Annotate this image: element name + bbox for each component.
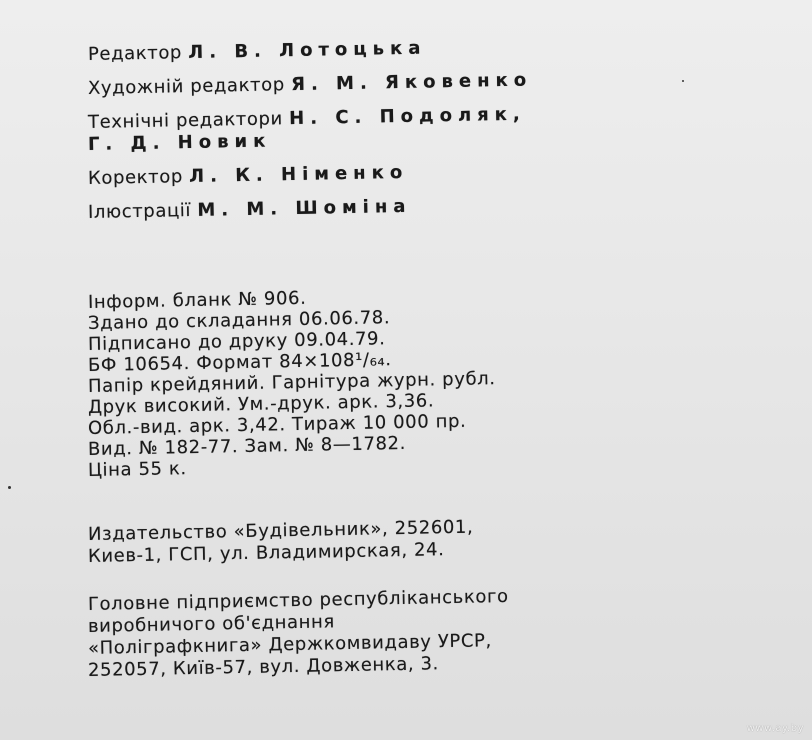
corrector-row [87,161,728,190]
editor-row [87,37,728,66]
imprint-line: Обл.-вид. арк. 3,42. Тираж 10 000 пр. [87,410,467,439]
tech-editor-1: Н. С. Подоляк, [288,103,526,130]
illustrations-name: М. М. Шоміна [197,195,412,221]
imprint-line: Папір крейдяний. Гарнітура журн. рубл. [87,368,496,397]
editor-name: Л. В. Лотоцька [188,37,427,64]
art-editor-role: Художній редактор [87,74,285,99]
tech-editor-2: Г. Д. Новик [87,130,272,155]
credits-section [87,37,728,236]
publisher-line: Издательство «Будівельник», 252601, [87,516,474,545]
imprint-line: Ціна 55 к. [87,458,187,481]
imprint-line: Інформ. бланк № 906. [87,287,307,313]
corrector-name: Л. К. Німенко [188,161,409,188]
art-editor-name: Я. М. Яковенко [290,69,533,96]
editor-role: Редактор [87,42,183,65]
illustrations-role: Ілюстрації [87,200,192,223]
imprint-section [87,287,728,481]
printer-line: «Поліграфкнига» Держкомвидаву УРСР, [87,630,493,659]
publisher-line: Киев-1, ГСП, ул. Владимирская, 24. [87,539,445,567]
printer-section [87,585,728,682]
imprint-line: БФ 10654. Формат 84×108¹/₆₄. [87,349,392,376]
tech-editors-role: Технічні редактори [87,108,284,133]
illustrations-row [87,195,728,224]
tech-editors-row [87,103,728,156]
art-editor-row [87,69,728,100]
publisher-section [87,516,728,568]
printer-line: виробничого об'єднання [87,611,336,637]
printer-line: 252057, Київ-57, вул. Довженка, 3. [87,653,440,681]
imprint-line: Підписано до друку 09.04.79. [87,328,386,355]
watermark-text: www.ay.by [746,723,804,734]
printer-line: Головне підприємство республіканського [87,585,509,615]
paper-speck [8,486,11,489]
imprint-line: Здано до складання 06.06.78. [87,307,391,334]
paper-speck [682,80,684,82]
corrector-role: Коректор [87,166,184,189]
imprint-line: Вид. № 182-77. Зам. № 8—1782. [87,432,407,460]
imprint-line: Друк високий. Ум.-друк. арк. 3,36. [87,390,435,418]
